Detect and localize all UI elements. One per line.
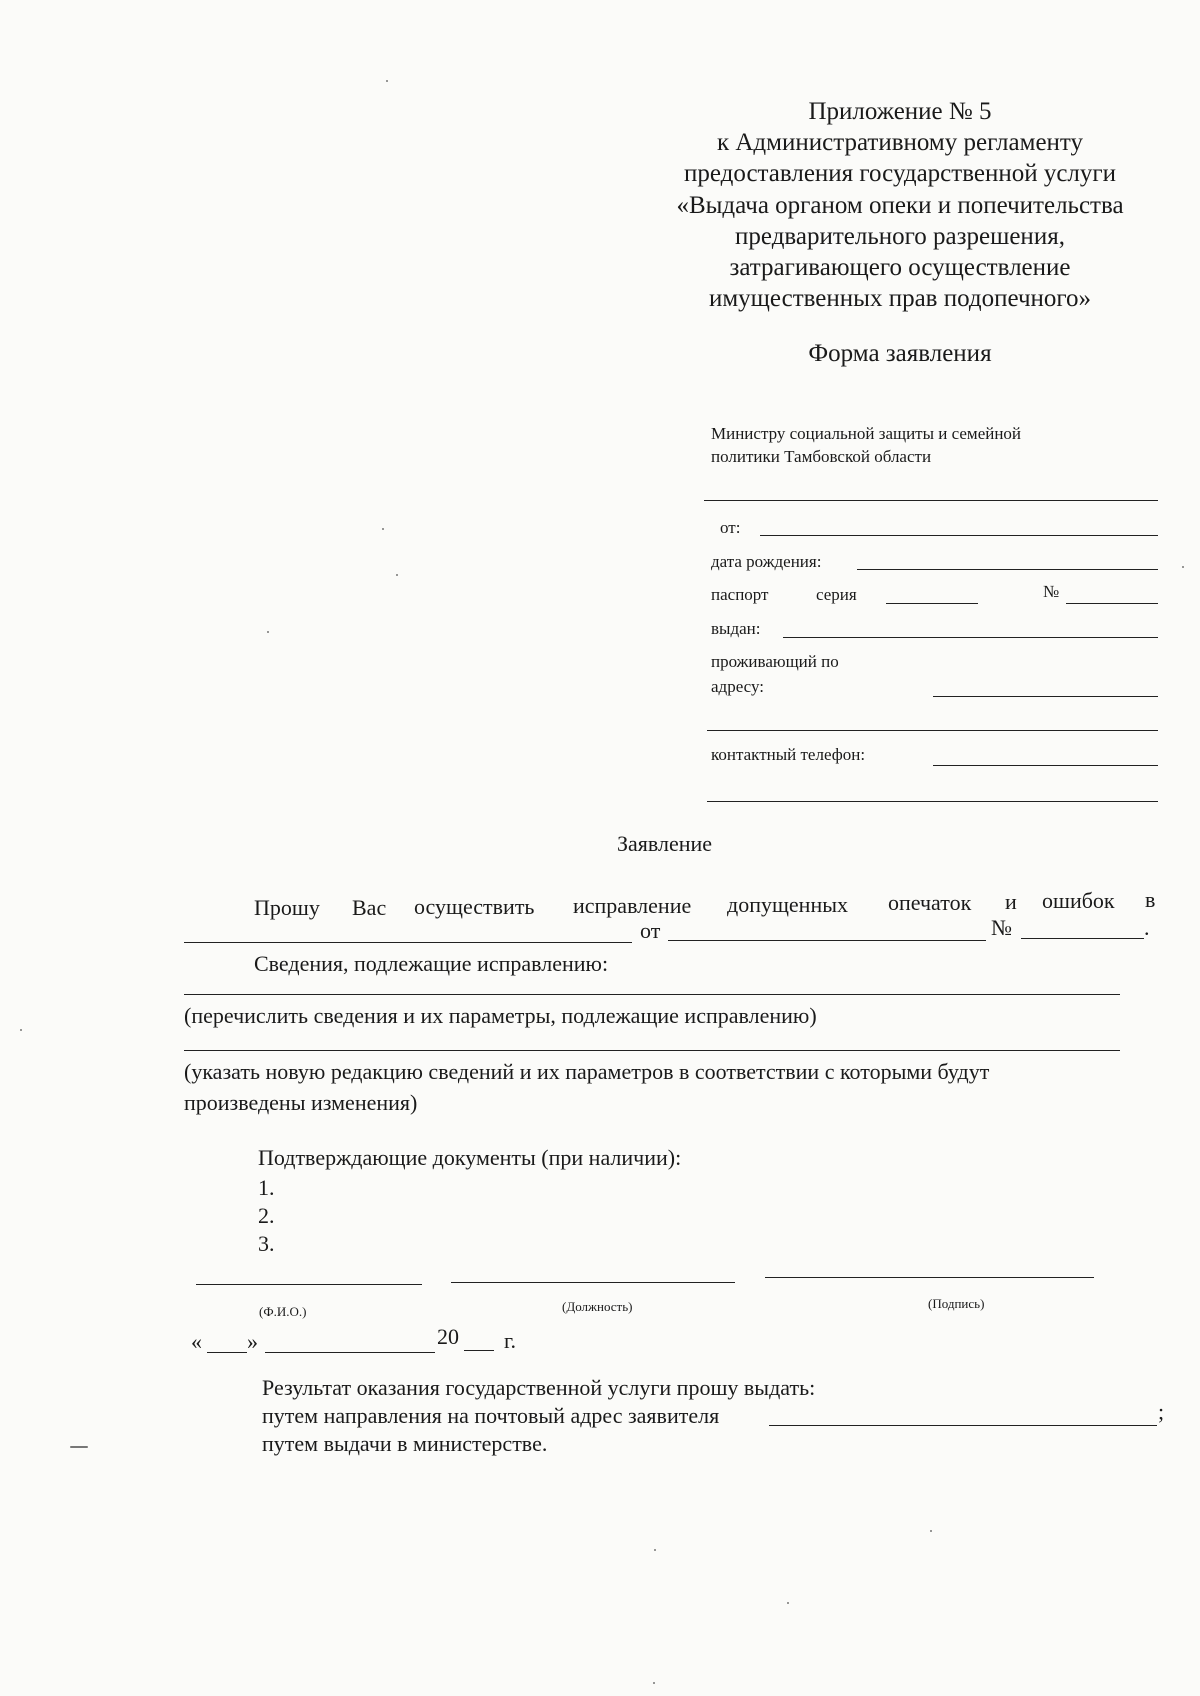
- request-word-4: исправление: [573, 893, 692, 918]
- header-line-7: имущественных прав подопечного»: [708, 285, 1092, 312]
- statement-title: Заявление: [617, 831, 713, 856]
- form-title: Форма заявления: [808, 340, 992, 367]
- birth-date-field-line[interactable]: [857, 569, 1158, 570]
- birth-date-label: дата рождения:: [711, 552, 822, 571]
- series-field-line[interactable]: [886, 603, 978, 604]
- series-label: серия: [816, 585, 857, 604]
- date-month-field-line[interactable]: [265, 1352, 435, 1353]
- header-line-6: затрагивающего осуществление: [729, 254, 1071, 281]
- signature-field-line[interactable]: [765, 1277, 1094, 1278]
- request-word-1: Прошу: [254, 895, 320, 920]
- document-date-field-line[interactable]: [668, 940, 986, 941]
- date-year-field-line[interactable]: [464, 1350, 494, 1351]
- scan-speck: [396, 574, 398, 576]
- appendix-title: Приложение № 5: [808, 98, 992, 125]
- scan-speck: [20, 1029, 22, 1031]
- document-number-sign: №: [991, 915, 1012, 940]
- date-day-field-line[interactable]: [207, 1352, 247, 1353]
- new-wording-hint-line-2: произведены изменения): [184, 1090, 418, 1115]
- from-word: от: [640, 918, 661, 943]
- supporting-docs-label: Подтверждающие документы (при наличии):: [258, 1145, 682, 1170]
- scan-speck: [930, 1530, 932, 1532]
- date-year-prefix: 20: [437, 1324, 459, 1349]
- corrections-field-line[interactable]: [184, 994, 1120, 995]
- address-field-line-2[interactable]: [707, 730, 1158, 731]
- date-close-quote: »: [247, 1329, 258, 1354]
- passport-label: паспорт: [711, 585, 769, 604]
- from-label: от:: [720, 518, 741, 537]
- request-word-8: ошибок: [1042, 888, 1115, 913]
- addressee-line-2: политики Тамбовской области: [711, 447, 932, 466]
- signature-caption: (Подпись): [928, 1296, 985, 1311]
- supporting-doc-3: 3.: [258, 1231, 275, 1256]
- address-label-2: адресу:: [711, 677, 764, 696]
- header-line-2: к Административному регламенту: [716, 129, 1084, 156]
- scan-speck: [382, 528, 384, 530]
- address-label-1: проживающий по: [711, 652, 839, 671]
- date-year-suffix: г.: [504, 1328, 517, 1353]
- postal-address-field-line[interactable]: [769, 1425, 1157, 1426]
- scan-speck: [1182, 566, 1184, 568]
- fio-field-line[interactable]: [196, 1284, 422, 1285]
- scan-speck: [267, 631, 269, 633]
- request-word-5: допущенных: [727, 892, 848, 917]
- header-line-4: «Выдача органом опеки и попечительства: [676, 192, 1124, 219]
- scan-speck: [386, 80, 388, 82]
- date-open-quote: «: [191, 1329, 202, 1354]
- scan-speck: [787, 1602, 789, 1604]
- from-field-line[interactable]: [760, 535, 1158, 536]
- supporting-doc-2: 2.: [258, 1203, 275, 1228]
- result-line-1: Результат оказания государственной услуги прошу выдать:: [262, 1375, 816, 1400]
- header-line-5: предварительного разрешения,: [735, 223, 1065, 250]
- phone-field-line-2[interactable]: [707, 801, 1158, 802]
- document-name-field-line[interactable]: [184, 942, 632, 943]
- corrections-hint: (перечислить сведения и их параметры, подлежащие исправлению): [184, 1003, 817, 1028]
- document-number-field-line[interactable]: [1021, 938, 1144, 939]
- addressee-blank-line: [704, 500, 1158, 501]
- new-wording-field-line[interactable]: [184, 1050, 1120, 1051]
- request-word-6: опечаток: [888, 890, 972, 915]
- request-end-dot: .: [1144, 915, 1150, 940]
- position-field-line[interactable]: [451, 1282, 735, 1283]
- scan-speck: [654, 1549, 656, 1551]
- issued-label: выдан:: [711, 619, 761, 638]
- request-word-3: осуществить: [414, 894, 535, 919]
- new-wording-hint-line-1: (указать новую редакцию сведений и их параметров в соответствии с которыми будут: [184, 1059, 990, 1084]
- request-word-7: и: [1005, 889, 1017, 914]
- fio-caption: (Ф.И.О.): [259, 1304, 307, 1319]
- corrections-label: Сведения, подлежащие исправлению:: [254, 951, 609, 976]
- result-line-3: путем выдачи в министерстве.: [262, 1431, 548, 1456]
- request-word-9: в: [1145, 887, 1156, 912]
- header-line-3: предоставления государственной услуги: [683, 160, 1117, 187]
- position-caption: (Должность): [562, 1299, 633, 1314]
- phone-label: контактный телефон:: [711, 745, 866, 764]
- passport-number-sign: №: [1043, 582, 1060, 601]
- issued-field-line[interactable]: [783, 637, 1158, 638]
- request-word-2: Вас: [352, 895, 387, 920]
- addressee-line-1: Министру социальной защиты и семейной: [711, 424, 1022, 443]
- phone-field-line[interactable]: [933, 765, 1158, 766]
- result-line-2-end: ;: [1158, 1399, 1165, 1424]
- supporting-doc-1: 1.: [258, 1175, 275, 1200]
- scan-speck: [653, 1682, 655, 1684]
- passport-number-field-line[interactable]: [1066, 603, 1158, 604]
- scan-speck: [70, 1446, 88, 1448]
- address-field-line[interactable]: [933, 696, 1158, 697]
- result-line-2: путем направления на почтовый адрес заявителя: [262, 1403, 720, 1428]
